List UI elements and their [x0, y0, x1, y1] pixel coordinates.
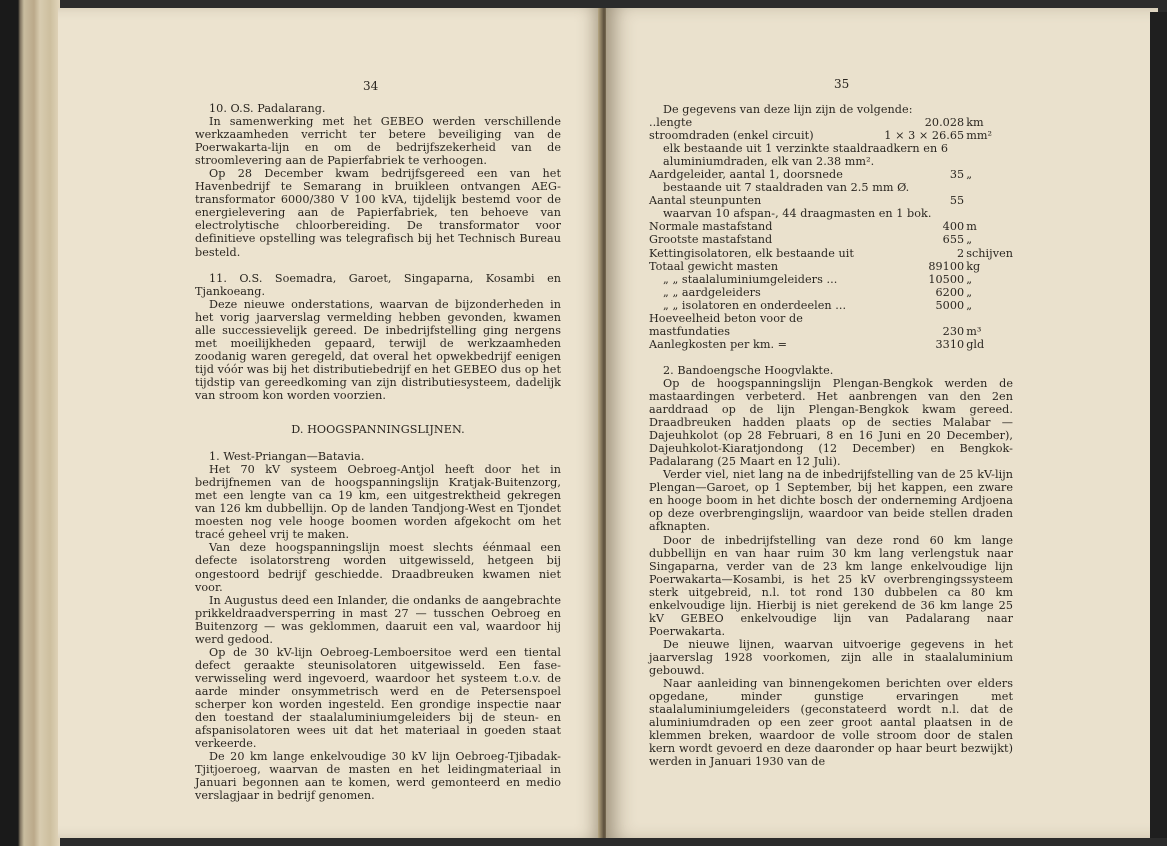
- left-page-text: [195, 102, 561, 802]
- row-label: Grootste mastafstand: [649, 233, 773, 247]
- paragraph: De nieuwe lijnen, waarvan uitvoerige gegevens in het jaarverslag 1928 voorkomen, zijn alle in staalaluminium gebouwd.: [649, 637, 1013, 677]
- row-unit: „: [966, 285, 973, 299]
- row-unit: gld: [966, 337, 985, 351]
- row-unit: „: [966, 272, 973, 286]
- row-unit: schijven: [966, 246, 1013, 260]
- row-note: waarvan 10 afspan-, 44 draagmasten en 1 bok.: [663, 207, 932, 221]
- paragraph: Naar aanleiding van binnengekomen berichten over elders opgedane, minder gunstige ervaringen met staalaluminiumgeleiders (geconstateerd wordt n.l. dat de aluminiumdraden op een zeer groot aantal plaatsen in de klemmen breken, waardoor de volle stroom door de stalen kern wordt gevoerd en deze daaronder op haar beurt bezwijkt) werden in Januari 1930 van de: [649, 677, 1013, 769]
- row-label: Normale mastafstand: [649, 220, 773, 234]
- line-data-table: [649, 116, 1013, 351]
- table-row: [649, 273, 1013, 286]
- row-label: Aantal steunpunten: [649, 194, 762, 208]
- paragraph: Verder viel, niet lang na de inbedrijfstelling van de 25 kV-lijn Plengan—Garoet, op 1 September, bij het kappen, een zware en hooge boom in het dichte bosch der onderneming Ardjoena op deze overbrengingslijn, waardoor van beide stellen draden afknapten.: [649, 468, 1013, 534]
- row-label: ..lengte: [649, 116, 693, 130]
- row-value: 230: [942, 324, 965, 338]
- table-intro: De gegevens van deze lijn zijn de volgende:: [663, 103, 913, 116]
- row-note: bestaande uit 7 staaldraden van 2.5 mm Ø.: [663, 181, 910, 195]
- page-number-left: 34: [363, 79, 379, 93]
- paragraph: Deze nieuwe onderstations, waarvan de bijzonderheden in het vorig jaarverslag vermelding hebben gevonden, kwamen alle successievelijk gereed. De inbedrijfstelling ging nergens met moeilijkheden gepaard, terwijl de werkzaamheden zoodanig waren geregeld, dat overal het opwekbedrijf eenigen tijd vóór was bij het distributiebedrijf en het GEBEO dus op het tijdstip van gereedkoming van zijn distributiesysteem, dadelijk van stroom kon worden voorzien.: [195, 297, 561, 402]
- section-heading: 11. O.S. Soemadra, Garoet, Singaparna, Kosambi en Tjankoeang.: [195, 271, 561, 298]
- paragraph: In samenwerking met het GEBEO werden verschillende werkzaamheden verricht ter betere beveiliging van de Poerwakarta-lijn en om de bedrijfszekerheid van de stroomlevering aan de Papierfabriek te verhoogen.: [195, 115, 561, 168]
- table-row: [649, 233, 1013, 246]
- row-label: „ „ aardgeleiders: [663, 285, 761, 299]
- chapter-heading: D. HOOGSPANNINGSLIJNEN.: [291, 423, 465, 437]
- paragraph: De 20 km lange enkelvoudige 30 kV lijn Oebroeg-Tjibadak-Tjitjoeroeg, waarvan de masten en het leidingmateriaal in Januari begonnen aan te komen, werd gemonteerd en medio verslagjaar in bedrijf genomen.: [195, 750, 561, 803]
- table-row: [649, 194, 1013, 207]
- row-label: Hoeveelheid beton voor de mastfundaties: [649, 311, 803, 338]
- row-value: 5000: [935, 298, 965, 312]
- row-label: Aardgeleider, aantal 1, doorsnede: [649, 168, 843, 182]
- row-value: 20.028: [924, 116, 965, 130]
- paragraph: Op 28 December kwam bedrijfsgereed een van het Havenbedrijf te Semarang in bruikleen ontvangen AEG-transformator 6000/380 V 100 kVA, tijdelijk bestemd voor de energielevering aan de Papierfabriek, ten behoeve van electrolytische chloorbereiding. De transformator voor definitieve opstelling was telegrafisch bij het Technisch Bureau besteld.: [195, 167, 561, 259]
- row-value: 89100: [928, 259, 965, 273]
- table-row: [649, 220, 1013, 233]
- table-row: [649, 116, 1013, 129]
- row-unit: „: [966, 233, 973, 247]
- page-number-right: 35: [834, 77, 850, 91]
- table-row: [649, 129, 1013, 142]
- background-edge-right: [1150, 12, 1167, 838]
- row-unit: [966, 194, 1013, 207]
- row-unit: m: [966, 220, 977, 234]
- row-value: 1 × 3 × 26.65: [884, 129, 965, 143]
- paragraph: Door de inbedrijfstelling van deze rond 60 km lange dubbellijn en van haar ruim 30 km lang verlengstuk naar Singaparna, verder van de 23 km lange enkelvoudige lijn Poerwakarta—Kosambi, is het 25 kV overbrengingssysteem sterk uitgebreid, n.l. tot rond 130 dubbelen ca 80 km enkelvoudige lijn. Hierbij is niet gerekend de 36 km lange 25 kV GEBEO enkelvoudige lijn van Padalarang naar Poerwakarta.: [649, 533, 1013, 638]
- row-label: Totaal gewicht masten: [649, 259, 779, 273]
- row-unit: kg: [966, 259, 981, 273]
- paragraph: Het 70 kV systeem Oebroeg-Antjol heeft door het in bedrijfnemen van de hoogspanningslijn Kratjak-Buitenzorg, met een lengte van ca 19 km, een uitgestrektheid gekregen van 126 km dubbellijn. Op de landen Tandjong-West en Tjondet moesten nog vele hooge boomen worden afgekocht om het tracé geheel vrij te maken.: [195, 463, 561, 542]
- section-heading: 1. West-Priangan—Batavia.: [209, 450, 365, 464]
- paragraph: Op de 30 kV-lijn Oebroeg-Lemboersitoe werd een tiental defect geraakte steunisolatoren uitgewisseld. Een fase-verwisseling werd ingevoerd, waardoor het systeem t.o.v. de aarde minder onsymmetrisch werd en de Petersenspoel scherper kon worden ingesteld. Een grondige inspectie naar den toestand der staalaluminiumgeleiders bij de steun- en afspanisolatoren wees uit dat het materiaal in goeden staat verkeerde.: [195, 645, 561, 751]
- paragraph: Op de hoogspanningslijn Plengan-Bengkok werden de mastaardingen verbeterd. Het aanbrengen van den 2en aarddraad op de lijn Plengan-Bengkok kwam gereed. Draadbreuken hadden plaats op de secties Malabar — Dajeuhkolot (op 28 Februari, 8 en 16 Juni en 20 December), Dajeuhkolot-Kiaratjondong (12 December) en Bengkok-Padalarang (25 Maart en 12 Juli).: [649, 376, 1013, 469]
- row-unit: km: [966, 116, 984, 130]
- row-note: elk bestaande uit 1 verzinkte staaldraadkern en 6 aluminiumdraden, elk van 2.38 mm².: [663, 142, 948, 169]
- row-unit: mm²: [966, 129, 993, 143]
- row-value: 3310: [935, 337, 965, 351]
- row-unit: „: [966, 168, 973, 182]
- table-row: [649, 312, 1013, 338]
- row-value: 10500: [928, 272, 965, 286]
- table-row: [649, 142, 1013, 168]
- paragraph: In Augustus deed een Inlander, die ondanks de aangebrachte prikkeldraadversperring in mast 27 — tusschen Oebroeg en Buitenzorg — was geklommen, daaruit een val, waardoor hij werd gedood.: [195, 593, 561, 646]
- row-label: stroomdraden (enkel circuit): [649, 129, 814, 143]
- table-row: [649, 247, 1013, 260]
- section-heading: 2. Bandoengsche Hoogvlakte.: [663, 363, 834, 377]
- row-value: 35: [949, 168, 965, 182]
- row-label: „ „ staalaluminiumgeleiders ...: [663, 272, 838, 286]
- row-label: Kettingisolatoren, elk bestaande uit: [649, 246, 854, 260]
- section-heading: 10. O.S. Padalarang.: [209, 102, 326, 115]
- row-unit: m³: [966, 324, 982, 338]
- row-value: 400: [942, 220, 965, 234]
- row-label: „ „ isolatoren en onderdeelen ...: [663, 298, 847, 312]
- row-value: 655: [942, 233, 965, 247]
- row-value: 6200: [935, 285, 965, 299]
- row-unit: „: [966, 298, 973, 312]
- right-page-text: [649, 103, 1013, 768]
- table-row: [649, 299, 1013, 312]
- table-row: [649, 286, 1013, 299]
- table-row: [649, 260, 1013, 273]
- row-value: 55: [949, 194, 965, 208]
- table-row: [649, 181, 1013, 194]
- table-row: [649, 338, 1013, 351]
- paragraph: Van deze hoogspanningslijn moest slechts éénmaal een defecte isolatorstreng worden uitgewisseld, hetgeen bij ongestoord bedrijf geschiedde. Draadbreuken kwamen niet voor.: [195, 541, 561, 594]
- table-row: [649, 168, 1013, 181]
- book-page-edges-left: [0, 0, 60, 846]
- row-value: 2: [957, 246, 965, 260]
- table-row: [649, 207, 1013, 220]
- row-label: Aanlegkosten per km. =: [649, 337, 788, 351]
